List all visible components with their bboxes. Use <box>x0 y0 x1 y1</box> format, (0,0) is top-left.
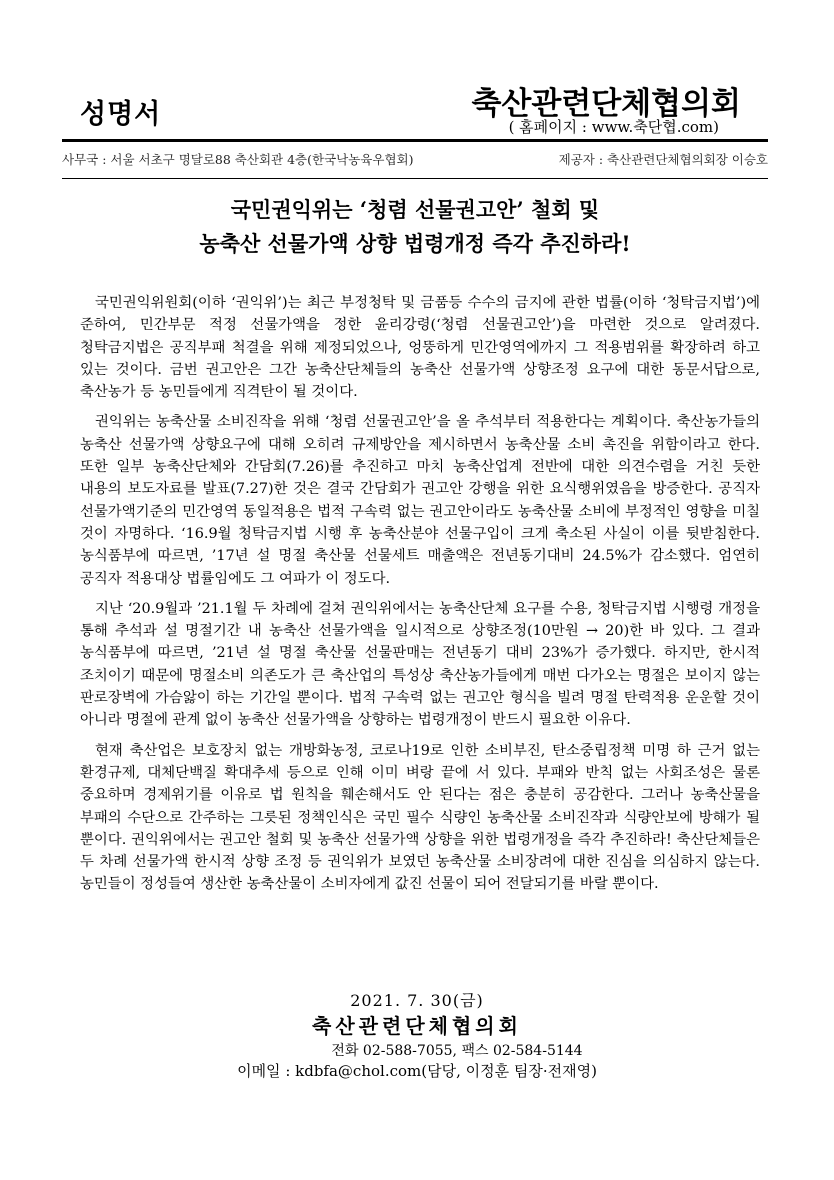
header-rule-thick <box>62 139 768 142</box>
paragraph: 지난 ‘20.9월과 ’21.1월 두 차례에 걸쳐 권익위에서는 농축산단체 요구를 수용, 청탁금지법 시행령 개정을 통해 추석과 설 명절기간 내 농축산 선물가액을 일시적으로 상향조정(10만원 → 20)한 바 있다. 그 결과 농식품부에 따르면, ’21년 설 명절 축산물 선물판매는 전년동기 대비 23%가 증가했다. 하지만, 한시적 조치이기 때문에 명절소비 의존도가 큰 축산업의 특성상 축산농가들에게 매번 다가오는 명절은 보이지 않는 판로장벽에 가슴앓이 하는 기간일 뿐이다. 법적 구속력 없는 권고안 형식을 빌려 명절 탄력적용 운운할 것이 아니라 명절에 관계 없이 농축산 선물가액을 상향하는 법령개정이 반드시 필요한 이유다. <box>80 600 760 729</box>
paragraph: 현재 축산업은 보호장치 없는 개방화농정, 코로나19로 인한 소비부진, 탄소중립정책 미명 하 근거 없는 환경규제, 대체단백질 확대추세 등으로 인해 이미 벼랑 끝에 서 있다. 부패와 반칙 없는 사회조성은 물론 중요하며 경제위기를 이유로 법 원칙을 훼손해서도 안 된다는 점은 충분히 공감한다. 그러나 농축산물을 부패의 수단으로 간주하는 그릇된 정책인식은 국민 필수 식량인 농축산물 소비진작과 식량안보에 방해가 될 뿐이다. 권익위에서는 권고안 철회 및 농축산 선물가액 상향을 위한 법령개정을 즉각 추진하라! 축산단체들은 두 차례 선물가액 한시적 상향 조정 등 권익위가 보였던 농축산물 소비장려에 대한 진심을 의심하지 않는다. 농민들이 정성들여 생산한 농축산물이 소비자에게 값진 선물이 되어 전달되기를 바랄 뿐이다. <box>80 742 760 893</box>
closing-organization: 축산관련단체협의회 <box>312 1014 522 1038</box>
paragraph: 국민권익위원회(이하 ‘권익위’)는 최근 부정청탁 및 금품등 수수의 금지에 관한 법률(이하 ‘청탁금지법’)에 준하여, 민간부문 적정 선물가액을 정한 윤리강령(‘청렴 선물권고안’)을 마련한 것으로 알려졌다. 청탁금지법은 공직부패 척결을 위해 제정되었으나, 엉뚱하게 민간영역에까지 그 적용범위를 확장하려 하고 있는 것이다. 금번 권고안은 그간 농축산단체들의 농축산 선물가액 상향조정 요구에 대한 동문서답으로, 축산농가 등 농민들에게 직격탄이 될 것이다. <box>80 295 760 401</box>
provider: 제공자 : 축산관련단체협의회장 이승호 <box>558 152 768 167</box>
paragraph: 권익위는 농축산물 소비진작을 위해 ‘청렴 선물권고안’을 올 추석부터 적용한다는 계획이다. 축산농가들의 농축산 선물가액 상향요구에 대해 오히려 규제방안을 제시하면서 농축산물 소비 촉진을 위함이라고 한다. 또한 일부 농축산단체와 간담회(7.26)를 추진하고 마치 농축산업계 전반에 대한 의견수렴을 거친 듯한 내용의 보도자료를 발표(7.27)한 것은 결국 간담회가 권고안 강행을 위한 요식행위였음을 방증한다. 공직자 선물가액기준의 민간영역 동일적용은 법적 구속력 없는 권고안이라도 농축산물 소비에 부정적인 영향을 미칠 것이 자명하다. ‘16.9월 청탁금지법 시행 후 농축산분야 선물구입이 크게 축소된 사실이 이를 뒷받침한다. 농식품부에 따르면, ’17년 설 명절 축산물 선물세트 매출액은 전년동기대비 24.5%가 감소했다. 엄연히 공직자 적용대상 법률임에도 그 여파가 이 정도다. <box>80 414 760 587</box>
statement-date: 2021. 7. 30(금) <box>350 991 484 1010</box>
contact-email: 이메일 : kdbfa@chol.com(담당, 이정훈 팀장·전재영) <box>237 1062 597 1080</box>
statement-body <box>80 292 760 904</box>
homepage-line: ( 홈페이지 : www.축단협.com) <box>508 118 719 136</box>
headline-line-2: 농축산 선물가액 상향 법령개정 즉각 추진하라! <box>199 231 631 256</box>
headline-line-1: 국민권익위는 ‘청렴 선물권고안’ 철회 및 <box>230 197 600 222</box>
document-type-title: 성명서 <box>80 99 162 130</box>
header-rule-thin <box>62 178 768 179</box>
office-address: 사무국 : 서울 서초구 명달로88 축산회관 4층(한국낙농육우협회) <box>62 152 414 167</box>
contact-phone-fax: 전화 02-588-7055, 팩스 02-584-5144 <box>331 1043 583 1059</box>
info-line <box>62 150 768 168</box>
organization-name: 축산관련단체협의회 <box>471 86 741 122</box>
